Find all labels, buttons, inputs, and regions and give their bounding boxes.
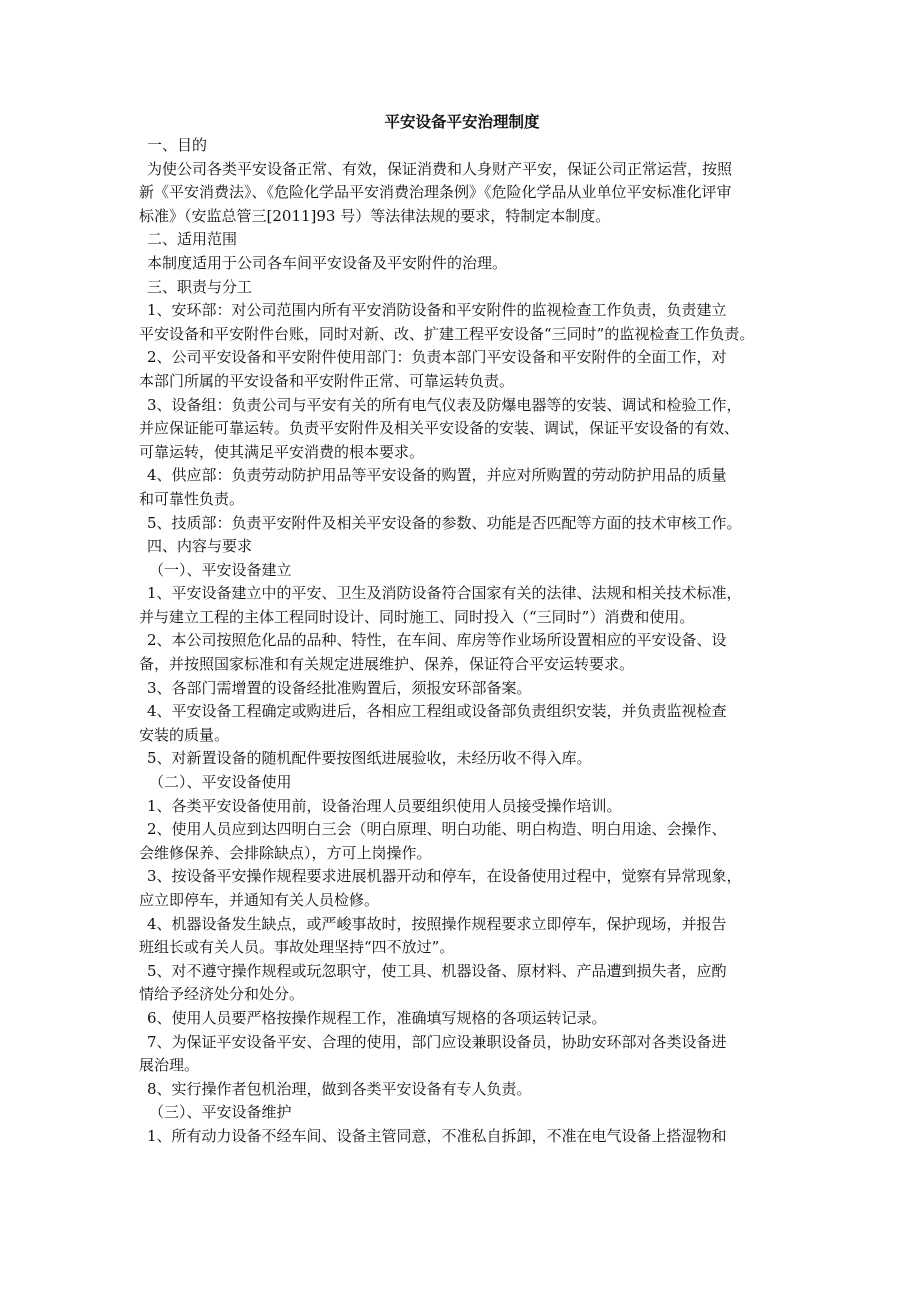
text-line: 3、各部门需增置的设备经批准购置后，须报安环部备案。 xyxy=(147,678,532,697)
text-line: 8、实行操作者包机治理，做到各类平安设备有专人负责。 xyxy=(147,1079,532,1098)
text-line: （三）、平安设备维护 xyxy=(149,1103,292,1122)
text-line: 2、使用人员应到达四明白三会（明白原理、明白功能、明白构造、明白用途、会操作、 xyxy=(147,820,727,839)
text-line: 安装的质量。 xyxy=(139,725,230,744)
document-page xyxy=(139,110,785,1149)
text-line: 新《平安消费法》、《危险化学品平安消费治理条例》《危险化学品从业单位平安标准化评审 xyxy=(139,183,732,202)
text-line: 7、为保证平安设备平安、合理的使用，部门应设兼职设备员，协助安环部对各类设备进 xyxy=(147,1032,727,1051)
text-line: （二）、平安设备使用 xyxy=(149,773,292,792)
text-line: 一、目的 xyxy=(147,136,208,154)
text-line: 3、按设备平安操作规程要求进展机器开动和停车，在设备使用过程中，觉察有异常现象， xyxy=(147,867,742,886)
text-line: 并应保证能可靠运转。负责平安附件及相关平安设备的安装、调试，保证平安设备的有效、 xyxy=(139,419,740,438)
text-line: 展治理。 xyxy=(139,1056,200,1075)
text-line: 二、适用范围 xyxy=(147,230,238,249)
text-line: 2、公司平安设备和平安附件使用部门：负责本部门平安设备和平安附件的全面工作，对 xyxy=(147,348,727,367)
text-line: 1、安环部：对公司范围内所有平安消防设备和平安附件的监视检查工作负责，负责建立 xyxy=(147,301,727,320)
text-line: 为使公司各类平安设备正常、有效，保证消费和人身财产平安，保证公司正常运营，按照 xyxy=(147,159,733,178)
text-line: 5、对新置设备的随机配件要按图纸进展验收，未经历收不得入库。 xyxy=(147,749,592,768)
text-line: 和可靠性负责。 xyxy=(139,489,245,508)
text-line: 本部门所属的平安设备和平安附件正常、可靠运转负责。 xyxy=(139,371,515,390)
text-line: 三、职责与分工 xyxy=(147,277,253,296)
text-line: 可靠运转，使其满足平安消费的根本要求。 xyxy=(139,442,425,461)
text-line: 1、平安设备建立中的平安、卫生及消防设备符合国家有关的法律、法规和相关技术标准， xyxy=(147,584,742,603)
text-line: 平安设备和平安附件台账，同时对新、改、扩建工程平安设备“三同时”的监视检查工作负责。 xyxy=(139,324,755,343)
text-line: 4、供应部：负责劳动防护用品等平安设备的购置，并应对所购置的劳动防护用品的质量 xyxy=(147,466,727,485)
text-line: 4、机器设备发生缺点，或严峻事故时，按照操作规程要求立即停车，保护现场，并报告 xyxy=(147,914,727,933)
text-line: 6、使用人员要严格按操作规程工作，准确填写规格的各项运转记录。 xyxy=(147,1008,607,1027)
text-line: 情给予经济处分和处分。 xyxy=(139,985,305,1004)
text-line: 四、内容与要求 xyxy=(147,537,253,556)
text-line: 本制度适用于公司各车间平安设备及平安附件的治理。 xyxy=(147,253,508,272)
text-line: 3、设备组：负责公司与平安有关的所有电气仪表及防爆电器等的安装、调试和检验工作， xyxy=(147,395,742,414)
text-line: 应立即停车，并通知有关人员检修。 xyxy=(139,891,380,909)
text-line: 5、对不遵守操作规程或玩忽职守，使工具、机器设备、原材料、产品遭到损失者，应酌 xyxy=(147,961,727,980)
text-line: 1、各类平安设备使用前，设备治理人员要组织使用人员接受操作培训。 xyxy=(147,796,622,815)
text-line: 5、技质部：负责平安附件及相关平安设备的参数、功能是否匹配等方面的技术审核工作。 xyxy=(147,513,742,532)
text-line: 会维修保养、会排除缺点），方可上岗操作。 xyxy=(139,843,432,862)
text-line: （一）、平安设备建立 xyxy=(149,560,292,579)
text-line: 并与建立工程的主体工程同时设计、同时施工、同时投入（“三同时”）消费和使用。 xyxy=(139,607,695,626)
document-title: 平安设备平安治理制度 xyxy=(384,112,540,131)
document-body xyxy=(139,134,785,1149)
text-line: 班组长或有关人员。事故处理坚持“四不放过”。 xyxy=(139,938,455,957)
text-line: 1、所有动力设备不经车间、设备主管同意，不准私自拆卸，不准在电气设备上搭湿物和 xyxy=(147,1126,727,1145)
text-line: 2、本公司按照危化品的品种、特性，在车间、库房等作业场所设置相应的平安设备、设 xyxy=(147,631,727,650)
text-line: 备，并按照国家标准和有关规定进展维护、保养，保证符合平安运转要求。 xyxy=(139,655,635,674)
text-line: 标准》（安监总管三[2011]93 号）等法律法规的要求，特制定本制度。 xyxy=(139,206,611,225)
text-line: 4、平安设备工程确定或购进后，各相应工程组或设备部负责组织安装，并负责监视检查 xyxy=(147,702,727,721)
